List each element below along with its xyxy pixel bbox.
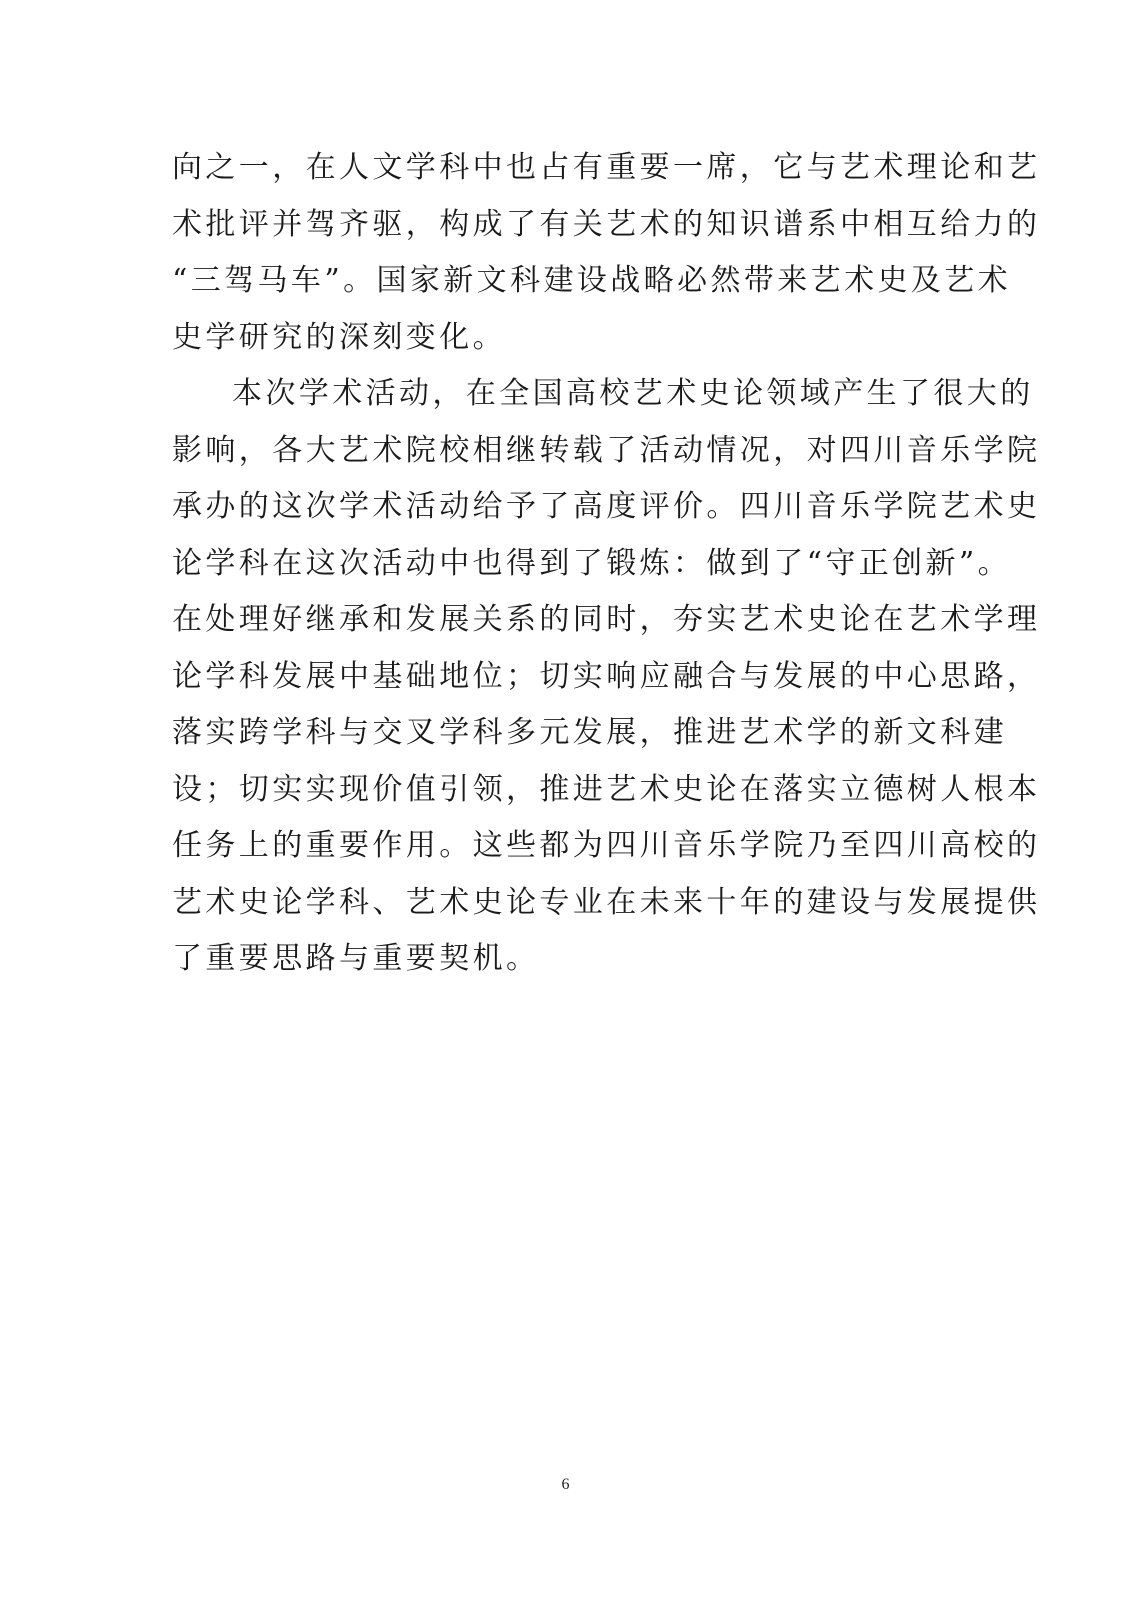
text-line: “三驾马车”。国家新文科建设战略必然带来艺术史及艺术	[172, 263, 1012, 298]
text-line: 向之一，在人文学科中也占有重要一席，它与艺术理论和艺	[172, 150, 1041, 185]
text-line: 史学研究的深刻变化。	[172, 319, 506, 355]
page-number: 6	[561, 1476, 570, 1493]
text-line: 落实跨学科与交叉学科多元发展，推进艺术学的新文科建	[172, 715, 1007, 750]
text-line: 了重要思路与重要契机。	[172, 941, 540, 976]
text-line: 承办的这次学术活动给予了高度评价。四川音乐学院艺术史	[172, 489, 1041, 524]
body-text	[172, 140, 1041, 988]
text-line: 在处理好继承和发展关系的同时，夯实艺术史论在艺术学理	[172, 602, 1041, 637]
text-line: 任务上的重要作用。这些都为四川音乐学院乃至四川高校的	[172, 828, 1041, 863]
text-line: 术批评并驾齐驱，构成了有关艺术的知识谱系中相互给力的	[172, 206, 1041, 242]
text-line: 影响，各大艺术院校相继转载了活动情况，对四川音乐学院	[172, 432, 1041, 468]
text-line: 设；切实实现价值引领，推进艺术史论在落实立德树人根本	[172, 771, 1041, 807]
text-line: 论学科在这次活动中也得到了锻炼：做到了“守正创新”。	[172, 545, 1012, 581]
text-line: 论学科发展中基础地位；切实响应融合与发展的中心思路，	[172, 658, 1041, 694]
text-line: 艺术史论学科、艺术史论专业在未来十年的建设与发展提供	[172, 884, 1041, 920]
paragraph-first-line: 本次学术活动，在全国高校艺术史论领域产生了很大的	[232, 376, 1034, 411]
